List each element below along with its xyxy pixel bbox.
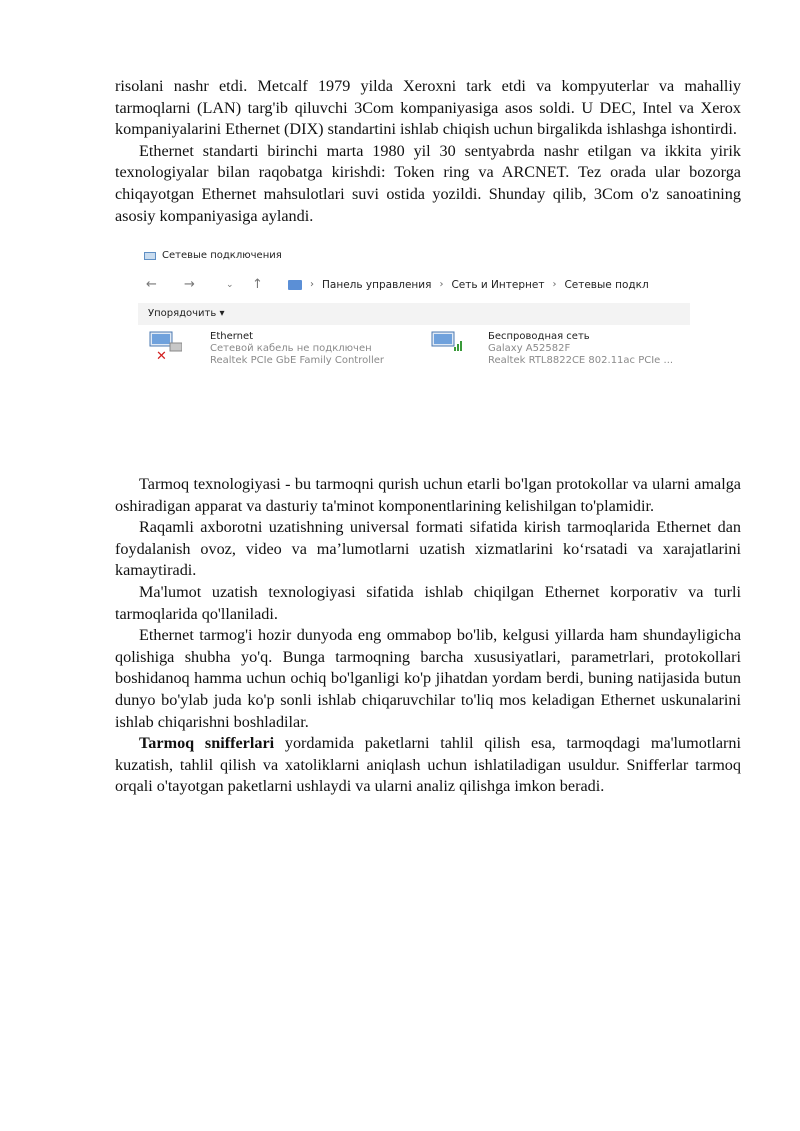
connection-label [488,331,673,367]
connection-ethernet [148,331,408,371]
chevron-right-icon: › [439,279,444,290]
bold-term: Tarmoq snifferlari [139,734,275,753]
connection-status: Galaxy A52582F [488,343,571,354]
connection-adapter: Realtek RTL8822CE 802.11ac PCIe ... [488,355,674,366]
connection-wireless [430,331,690,371]
arrow-up-icon: ↑ [252,277,263,292]
paragraph [115,733,741,798]
chevron-down-icon: ⌄ [226,280,234,290]
breadcrumb-item: Сеть и Интернет [451,279,545,291]
address-breadcrumb [288,273,649,297]
breadcrumb-item: Сетевые подкл [564,279,649,291]
paragraph: Ethernet tarmog'i hozir dunyoda eng ommabop bo'lib, kelgusi yillarda ham shundayligicha qolishiga shubha yo'q. Bunga tarmoqning barcha xususiyatlari, parametrlari, protokollari boshidanoq hamma uchun ochiq bo'lganligi ko'p jihatdan yordam berdi, buning natijasida butun dunyo bo'ylab juda ko'p sonli ishlab chiqaruvchilar to'liq mos keladigan Ethernet uskunalarini ishlab chiqarishni boshladilar. [115,626,741,731]
chevron-right-icon: › [552,279,557,290]
connection-label [210,331,384,367]
network-folder-icon [144,252,156,260]
connection-name: Беспроводная сеть [488,331,590,342]
wireless-adapter-icon [430,331,464,353]
paragraph-text: yordamida paketlarni tahlil qilish esa, tarmoqdagi ma'lumotlarni kuzatish, tahlil qilish va xatoliklarni aniqlash uchun ishlatiladigan usuldur. Snifferlar tarmoq orqali o'tayotgan paketlarni ushlaydi va ularni analiz qilishga imkon beradi. [115,734,741,796]
paragraph: Ma'lumot uzatish texnologiyasi sifatida ishlab chiqilgan Ethernet korporativ va turli tarmoqlarida qo'llaniladi. [115,582,741,623]
connection-status: Сетевой кабель не подключен [210,343,372,354]
connection-name: Ethernet [210,331,254,342]
organize-label: Упорядочить ▾ [148,308,225,319]
connection-adapter: Realtek PCIe GbE Family Controller [210,355,385,366]
embedded-screenshot [138,247,690,373]
window-title: Сетевые подключения [162,250,282,261]
breadcrumb-item: Панель управления [322,279,432,291]
window-titlebar [138,247,690,265]
text-section-bottom [115,474,741,798]
navigation-bar [138,273,690,297]
paragraph: risolani nashr etdi. Metcalf 1979 yilda Xeroxni tark etdi va kompyuterlar va mahalliy tarmoqlarni (LAN) targ'ib qiluvchi 3Com kompaniyasiga asos soldi. U DEC, Intel va Xerox kompaniyalarini Ethernet (DIX) standartini ishlab chiqish uchun birgalikda ishlashga ishontirdi. [115,77,741,139]
paragraph: Ethernet standarti birinchi marta 1980 yil 30 sentyabrda nashr etilgan va ikkita yirik texnologiyalar bilan raqobatga kirishdi: Token ring va ARCNET. Tez orada ular bozorga chiqayotgan Ethernet mahsulotlari suvi ostida yozildi. Shunday qilib, 3Com o'z sanoatining asosiy kompaniyasiga aylandi. [115,141,741,225]
arrow-right-icon: → [184,277,195,292]
arrow-left-icon: ← [146,277,157,292]
control-panel-icon [288,280,302,290]
command-bar [138,303,690,325]
paragraph: Raqamli axborotni uzatishning universal formati sifatida kirish tarmoqlarida Ethernet dan foydalanish ovoz, video va ma’lumotlarni uzatish xizmatlarini ko‘rsatadi va xarajatlarini kamaytiradi. [115,518,741,580]
text-section-top [115,76,741,227]
chevron-right-icon: › [310,279,314,290]
paragraph: Tarmoq texnologiyasi - bu tarmoqni qurish uchun etarli bo'lgan protokollar va ularni amalga oshiradigan apparat va dasturiy ta'minot komponentlarining kelishilgan to'plamidir. [115,475,741,515]
disconnected-icon: ✕ [156,349,167,364]
